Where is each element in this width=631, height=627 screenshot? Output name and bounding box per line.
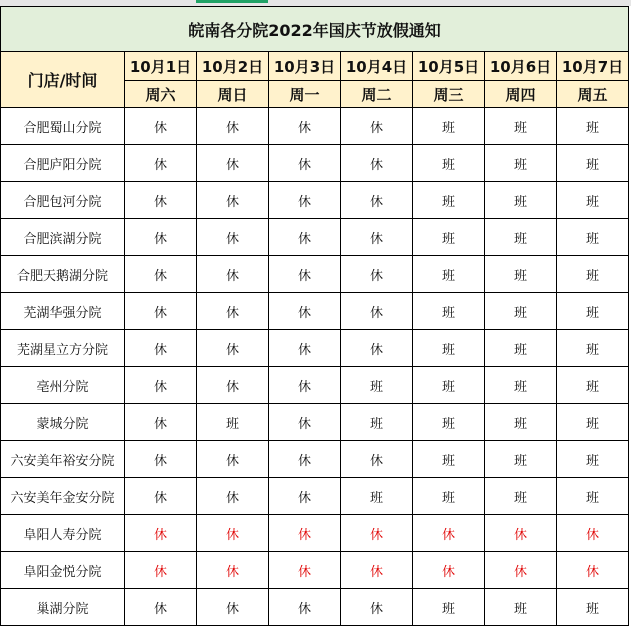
- store-name-cell[interactable]: 合肥庐阳分院: [1, 145, 125, 182]
- schedule-cell[interactable]: 班: [413, 367, 485, 404]
- schedule-cell[interactable]: 班: [413, 589, 485, 626]
- schedule-cell[interactable]: 班: [413, 219, 485, 256]
- schedule-cell[interactable]: 休: [269, 589, 341, 626]
- table-row: [1, 404, 629, 441]
- table-row: [1, 256, 629, 293]
- schedule-cell[interactable]: 休: [341, 552, 413, 589]
- table-row: [1, 589, 629, 626]
- schedule-cell[interactable]: 休: [341, 293, 413, 330]
- store-name-cell[interactable]: 巢湖分院: [1, 589, 125, 626]
- table-row: [1, 219, 629, 256]
- schedule-cell[interactable]: 休: [557, 552, 629, 589]
- store-name-cell[interactable]: 合肥滨湖分院: [1, 219, 125, 256]
- schedule-cell[interactable]: 休: [341, 330, 413, 367]
- schedule-cell[interactable]: 休: [197, 478, 269, 515]
- table-row: [1, 293, 629, 330]
- schedule-cell[interactable]: 班: [485, 293, 557, 330]
- schedule-cell[interactable]: 班: [557, 367, 629, 404]
- schedule-cell[interactable]: 休: [125, 404, 197, 441]
- schedule-cell[interactable]: 休: [269, 219, 341, 256]
- date-header[interactable]: 10月6日: [485, 52, 557, 81]
- schedule-cell[interactable]: 休: [269, 404, 341, 441]
- schedule-cell[interactable]: 班: [557, 256, 629, 293]
- schedule-cell[interactable]: 班: [557, 182, 629, 219]
- table-row: [1, 182, 629, 219]
- store-name-cell[interactable]: 六安美年裕安分院: [1, 441, 125, 478]
- schedule-cell[interactable]: 休: [125, 256, 197, 293]
- schedule-cell[interactable]: 休: [269, 367, 341, 404]
- schedule-cell[interactable]: 休: [269, 293, 341, 330]
- schedule-cell[interactable]: 休: [197, 589, 269, 626]
- sheet-title[interactable]: 皖南各分院2022年国庆节放假通知: [1, 7, 629, 52]
- store-name-cell[interactable]: 阜阳金悦分院: [1, 552, 125, 589]
- schedule-cell[interactable]: 班: [485, 108, 557, 145]
- table-row: [1, 367, 629, 404]
- schedule-cell[interactable]: 班: [485, 182, 557, 219]
- schedule-cell[interactable]: 休: [269, 256, 341, 293]
- schedule-cell[interactable]: 班: [485, 256, 557, 293]
- weekday-header[interactable]: 周日: [197, 81, 269, 108]
- table-row: [1, 108, 629, 145]
- schedule-cell[interactable]: 休: [125, 293, 197, 330]
- schedule-cell[interactable]: 班: [485, 478, 557, 515]
- schedule-cell[interactable]: 休: [197, 441, 269, 478]
- schedule-cell[interactable]: 休: [125, 182, 197, 219]
- schedule-cell[interactable]: 休: [341, 219, 413, 256]
- store-name-cell[interactable]: 亳州分院: [1, 367, 125, 404]
- weekday-header[interactable]: 周三: [413, 81, 485, 108]
- schedule-cell[interactable]: 休: [125, 515, 197, 552]
- schedule-cell[interactable]: 休: [125, 367, 197, 404]
- schedule-cell[interactable]: 班: [485, 589, 557, 626]
- schedule-cell[interactable]: 班: [341, 478, 413, 515]
- store-name-cell[interactable]: 芜湖华强分院: [1, 293, 125, 330]
- date-header[interactable]: 10月7日: [557, 52, 629, 81]
- schedule-cell[interactable]: 班: [413, 256, 485, 293]
- store-name-cell[interactable]: 芜湖星立方分院: [1, 330, 125, 367]
- schedule-cell[interactable]: 休: [341, 145, 413, 182]
- schedule-cell[interactable]: 休: [485, 515, 557, 552]
- schedule-cell[interactable]: 休: [269, 145, 341, 182]
- schedule-cell[interactable]: 休: [125, 589, 197, 626]
- schedule-cell[interactable]: 休: [269, 330, 341, 367]
- schedule-cell[interactable]: 班: [485, 367, 557, 404]
- schedule-cell[interactable]: 休: [485, 552, 557, 589]
- schedule-cell[interactable]: 班: [557, 219, 629, 256]
- schedule-cell[interactable]: 休: [269, 552, 341, 589]
- schedule-cell[interactable]: 休: [269, 515, 341, 552]
- weekday-header[interactable]: 周六: [125, 81, 197, 108]
- schedule-cell[interactable]: 班: [557, 589, 629, 626]
- schedule-cell[interactable]: 休: [197, 219, 269, 256]
- schedule-cell[interactable]: 休: [197, 515, 269, 552]
- store-name-cell[interactable]: 合肥包河分院: [1, 182, 125, 219]
- store-time-header[interactable]: 门店/时间: [1, 52, 125, 108]
- schedule-cell[interactable]: 班: [413, 330, 485, 367]
- date-header[interactable]: 10月4日: [341, 52, 413, 81]
- schedule-cell[interactable]: 休: [125, 441, 197, 478]
- schedule-cell[interactable]: 班: [485, 441, 557, 478]
- store-name-cell[interactable]: 合肥蜀山分院: [1, 108, 125, 145]
- schedule-cell[interactable]: 休: [269, 478, 341, 515]
- date-header[interactable]: 10月3日: [269, 52, 341, 81]
- weekday-header[interactable]: 周一: [269, 81, 341, 108]
- schedule-cell[interactable]: 休: [269, 108, 341, 145]
- table-row: [1, 145, 629, 182]
- schedule-cell[interactable]: 班: [413, 145, 485, 182]
- schedule-cell[interactable]: 班: [557, 108, 629, 145]
- schedule-cell[interactable]: 班: [197, 404, 269, 441]
- schedule-cell[interactable]: 班: [557, 441, 629, 478]
- schedule-cell[interactable]: 休: [269, 182, 341, 219]
- schedule-cell[interactable]: 休: [197, 367, 269, 404]
- schedule-cell[interactable]: 休: [413, 515, 485, 552]
- schedule-cell[interactable]: 班: [413, 404, 485, 441]
- schedule-cell[interactable]: 休: [125, 145, 197, 182]
- weekday-header[interactable]: 周四: [485, 81, 557, 108]
- schedule-cell[interactable]: 班: [557, 478, 629, 515]
- schedule-cell[interactable]: 班: [341, 367, 413, 404]
- store-name-cell[interactable]: 六安美年金安分院: [1, 478, 125, 515]
- schedule-cell[interactable]: 休: [197, 330, 269, 367]
- schedule-cell[interactable]: 班: [485, 219, 557, 256]
- schedule-cell[interactable]: 休: [125, 330, 197, 367]
- table-row: [1, 552, 629, 589]
- schedule-cell[interactable]: 休: [197, 293, 269, 330]
- schedule-cell[interactable]: 班: [413, 293, 485, 330]
- table-row: [1, 478, 629, 515]
- schedule-rows: [1, 108, 629, 626]
- schedule-cell[interactable]: 休: [557, 515, 629, 552]
- schedule-cell[interactable]: 班: [485, 145, 557, 182]
- weekday-header[interactable]: 周五: [557, 81, 629, 108]
- table-row: [1, 515, 629, 552]
- store-name-cell[interactable]: 阜阳人寿分院: [1, 515, 125, 552]
- schedule-cell[interactable]: 休: [125, 478, 197, 515]
- schedule-cell[interactable]: 班: [413, 441, 485, 478]
- schedule-cell[interactable]: 休: [125, 108, 197, 145]
- table-row: [1, 330, 629, 367]
- date-header[interactable]: 10月1日: [125, 52, 197, 81]
- schedule-cell[interactable]: 休: [341, 515, 413, 552]
- schedule-cell[interactable]: 班: [413, 108, 485, 145]
- schedule-cell[interactable]: 班: [557, 404, 629, 441]
- schedule-cell[interactable]: 休: [197, 182, 269, 219]
- schedule-cell[interactable]: 休: [197, 256, 269, 293]
- schedule-cell[interactable]: 班: [413, 182, 485, 219]
- date-header[interactable]: 10月5日: [413, 52, 485, 81]
- schedule-cell[interactable]: 休: [197, 145, 269, 182]
- schedule-cell[interactable]: 休: [125, 552, 197, 589]
- holiday-schedule-table: [0, 6, 629, 626]
- schedule-cell[interactable]: 休: [197, 552, 269, 589]
- schedule-cell[interactable]: 班: [485, 404, 557, 441]
- schedule-cell[interactable]: 班: [557, 293, 629, 330]
- schedule-cell[interactable]: 休: [413, 552, 485, 589]
- store-name-cell[interactable]: 合肥天鹅湖分院: [1, 256, 125, 293]
- date-header[interactable]: 10月2日: [197, 52, 269, 81]
- schedule-cell[interactable]: 班: [413, 478, 485, 515]
- store-name-cell[interactable]: 蒙城分院: [1, 404, 125, 441]
- schedule-cell[interactable]: 休: [197, 108, 269, 145]
- weekday-header[interactable]: 周二: [341, 81, 413, 108]
- schedule-cell[interactable]: 休: [341, 441, 413, 478]
- schedule-cell[interactable]: 休: [341, 108, 413, 145]
- schedule-cell[interactable]: 休: [341, 182, 413, 219]
- schedule-cell[interactable]: 休: [269, 441, 341, 478]
- schedule-cell[interactable]: 班: [557, 145, 629, 182]
- schedule-cell[interactable]: 休: [125, 219, 197, 256]
- selected-column-indicator: [196, 0, 268, 3]
- schedule-cell[interactable]: 班: [341, 404, 413, 441]
- schedule-cell[interactable]: 休: [341, 256, 413, 293]
- schedule-cell[interactable]: 班: [557, 330, 629, 367]
- table-row: [1, 441, 629, 478]
- schedule-cell[interactable]: 休: [341, 589, 413, 626]
- schedule-cell[interactable]: 班: [485, 330, 557, 367]
